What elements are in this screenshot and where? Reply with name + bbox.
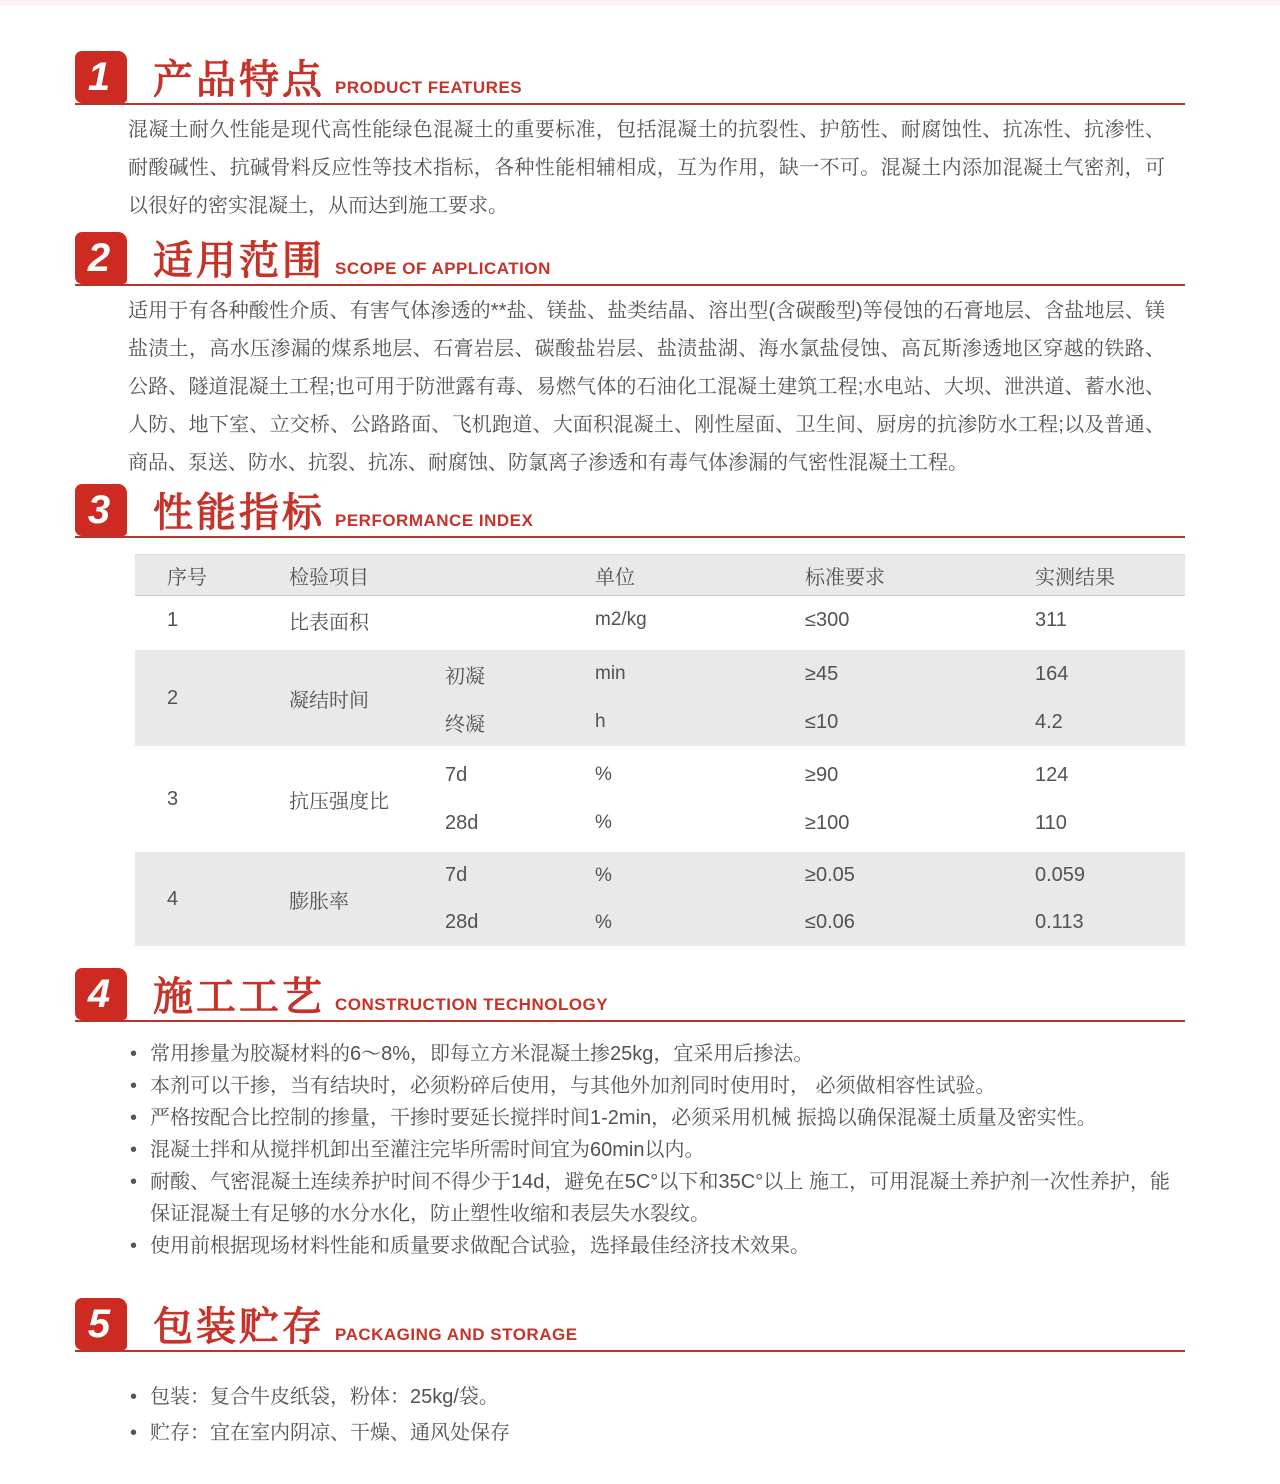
section-product-features [75,49,1185,225]
cell-item: 凝结时间 [289,689,369,712]
cell-result: 124 [1035,763,1069,786]
sub-rows [445,650,1185,746]
header-unit: 单位 [595,566,635,589]
sub-rows [445,751,1185,847]
bullet-item: • 使用前根据现场材料性能和质量要求做配合试验，选择最佳经济技术效果。 [128,1230,1170,1262]
cell-no: 4 [167,887,179,910]
cell-no: 2 [167,686,179,709]
cell-result: 110 [1035,811,1067,834]
section-title-zh: 性能指标 [153,491,325,535]
section-number-badge: 5 [75,1298,127,1350]
section-number-badge: 3 [75,484,127,536]
sub-rows [445,852,1185,946]
performance-table [135,554,1185,946]
header-item: 检验项目 [289,566,369,589]
cell-unit: h [595,711,606,732]
sub-row-28d [445,799,1185,847]
cell-item: 比表面积 [289,611,369,634]
cell-unit: % [595,764,612,785]
cell-result: 311 [1035,608,1067,631]
section-header [75,482,1185,538]
packaging-bullet-list [128,1380,1170,1450]
section-header [75,1296,1185,1352]
bullet-item: • 耐酸、气密混凝土连续养护时间不得少于14d，避免在5C°以下和35C°以上 施工，可用混凝土养护剂一次性养护，能保证混凝土有足够的水分水化，防止塑性收缩和表层失水裂纹。 [128,1166,1170,1230]
table-row-group-compressive-ratio [135,751,1185,847]
cell-unit: % [595,812,612,833]
cell-sub: 7d [445,763,468,786]
bullet-item: • 严格按配合比控制的掺量，干掺时要延长搅拌时间1-2min，必须采用机械 振捣以确保混凝土质量及密实性。 [128,1102,1170,1134]
bullet-item: • 贮存：宜在室内阴凉、干燥、通风处保存 [128,1416,1170,1450]
section-paragraph: 适用于有各种酸性介质、有害气体渗透的**盐、镁盐、盐类结晶、溶出型(含碳酸型)等侵蚀的石膏地层、含盐地层、镁盐渍土，高水压渗漏的煤系地层、石膏岩层、碳酸盐岩层、盐渍盐湖、海水氯盐侵蚀、高瓦斯渗透地区穿越的铁路、公路、隧道混凝土工程;也可用于防泄露有毒、易燃气体的石油化工混凝土建筑工程;水电站、大坝、泄洪道、蓄水池、人防、地下室、立交桥、公路路面、飞机跑道、大面积混凝土、刚性屋面、卫生间、厨房的抗渗防水工程;以及普通、商品、泵送、防水、抗裂、抗冻、耐腐蚀、防氯离子渗透和有毒气体渗漏的气密性混凝土工程。 [128,300,1165,474]
cell-result: 0.113 [1035,911,1084,933]
section-title-en: PERFORMANCE INDEX [335,511,534,530]
section-header [75,49,1185,105]
section-title-zh: 适用范围 [153,239,325,283]
cell-result: 0.059 [1035,864,1086,886]
cell-sub: 初凝 [445,665,485,688]
cell-result: 4.2 [1035,710,1063,733]
section-paragraph: 混凝土耐久性能是现代高性能绿色混凝土的重要标准，包括混凝土的抗裂性、护筋性、耐腐蚀性、抗冻性、抗渗性、耐酸碱性、抗碱骨料反应性等技术指标，各种性能相辅相成，互为作用，缺一不可。混凝土内添加混凝土气密剂，可以很好的密实混凝土，从而达到施工要求。 [128,119,1165,217]
cell-unit: % [595,864,612,886]
section-header [75,966,1185,1022]
table-row-group-expansion-rate [135,852,1185,946]
cell-sub: 终凝 [445,713,485,736]
cell-std: ≤0.06 [805,911,855,933]
section-number-badge: 1 [75,51,127,103]
cell-std: ≥90 [805,763,839,786]
section-title-en: PACKAGING AND STORAGE [335,1325,578,1344]
section-title-en: PRODUCT FEATURES [335,78,523,97]
section-packaging-and-storage [75,1296,1185,1450]
bullet-item: • 常用掺量为胶凝材料的6～8%，即每立方米混凝土掺25kg，宜采用后掺法。 [128,1038,1170,1070]
section-title-zh: 施工工艺 [153,975,325,1019]
section-scope-of-application [75,230,1185,482]
cell-std: ≥0.05 [805,864,855,886]
section-title-zh: 包装贮存 [153,1305,325,1349]
cell-std: ≥100 [805,811,850,834]
table-row-specific-surface [135,596,1185,644]
cell-no: 1 [167,608,179,631]
header-result: 实测结果 [1035,566,1115,589]
sub-row-28d [445,899,1185,946]
cell-std: ≤10 [805,710,839,733]
bullet-item: • 本剂可以干掺，当有结块时，必须粉碎后使用，与其他外加剂同时使用时， 必须做相容性试验。 [128,1070,1170,1102]
cell-item: 膨胀率 [289,890,349,913]
section-title-en: CONSTRUCTION TECHNOLOGY [335,995,609,1014]
table-row-group-setting-time [135,650,1185,746]
table-header-row [135,554,1185,596]
section-title-zh: 产品特点 [153,58,325,102]
section-header [75,230,1185,286]
sub-row-final-set [445,698,1185,746]
sub-row-7d [445,751,1185,799]
construction-bullet-list [128,1038,1170,1262]
cell-sub: 28d [445,911,479,933]
cell-unit: % [595,911,612,933]
cell-result: 164 [1035,662,1069,685]
header-std: 标准要求 [805,566,885,589]
section-performance-index [75,482,1185,946]
cell-sub: 7d [445,864,468,886]
section-construction-technology [75,966,1185,1262]
cell-unit: m2/kg [595,609,647,630]
bullet-item: • 包装：复合牛皮纸袋，粉体：25kg/袋。 [128,1380,1170,1414]
cell-std: ≥45 [805,662,839,685]
top-edge-tint [0,0,1280,5]
cell-item: 抗压强度比 [289,790,389,813]
cell-unit: min [595,663,626,684]
header-no: 序号 [167,566,207,589]
section-number-badge: 4 [75,968,127,1020]
cell-no: 3 [167,787,179,810]
section-title-en: SCOPE OF APPLICATION [335,259,551,278]
sub-row-7d [445,852,1185,899]
bullet-item: • 混凝土拌和从搅拌机卸出至灌注完毕所需时间宜为60min以内。 [128,1134,1170,1166]
cell-std: ≤300 [805,608,850,631]
section-number-badge: 2 [75,232,127,284]
sub-row-initial-set [445,650,1185,698]
cell-sub: 28d [445,811,479,834]
